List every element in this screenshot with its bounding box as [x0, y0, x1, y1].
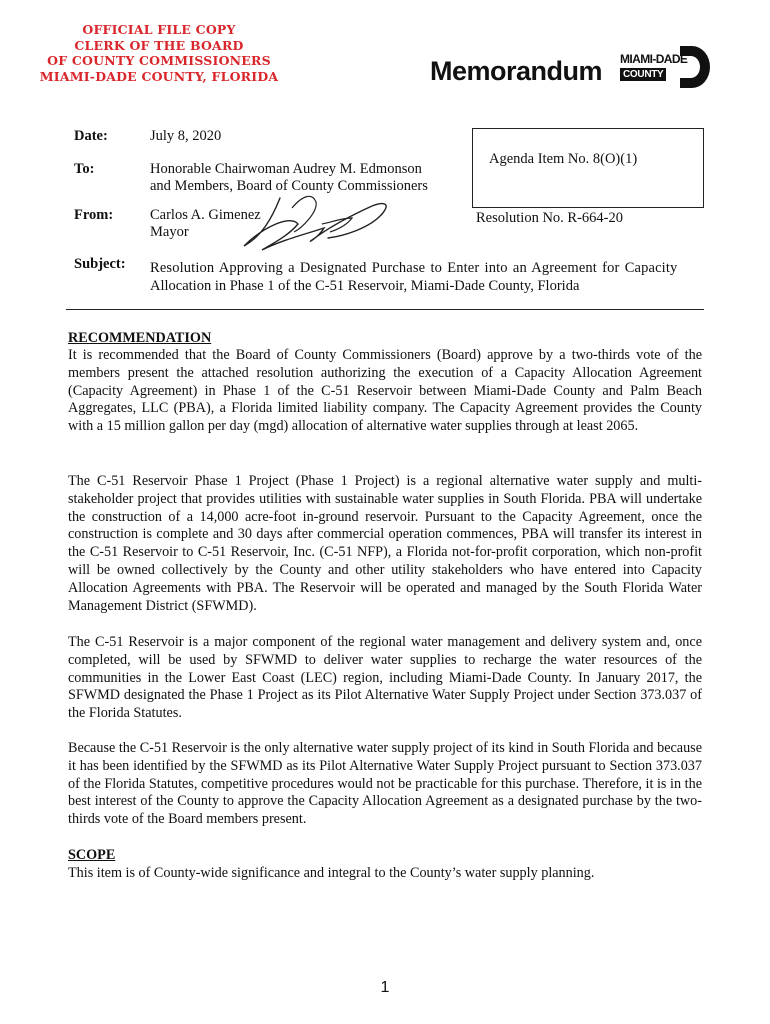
scope-heading [68, 847, 702, 865]
to-line-2: and Members, Board of County Commissioners [150, 178, 428, 194]
stamp-line: OF COUNTY COMMISSIONERS [47, 53, 271, 68]
page-number: 1 [380, 979, 390, 996]
recommendation-paragraph-3: The C-51 Reservoir is a major component of the regional water management and delivery system and, once completed, will be used by SFWMD to deliver water supplies to recharge the water resources of the communities in the Lower East Coast (LEC) region, including Miami-Dade County. In January 2017, the SFWMD designated the Phase 1 Project as its Pilot Alternative Water Supply Project under Section 373.037 of the Florida Statutes. [68, 634, 702, 722]
stamp-line: MIAMI-DADE COUNTY, FLORIDA [39, 68, 279, 84]
recommendation-heading-text: RECOMMENDATION [68, 330, 212, 346]
resolution-number: Resolution No. R-664-20 [476, 210, 624, 226]
official-file-copy-stamp [34, 22, 284, 84]
to-label: To: [74, 161, 95, 177]
date-label: Date: [74, 128, 108, 144]
from-line-2: Mayor [150, 224, 189, 240]
agenda-item-box [472, 128, 704, 208]
subject-line-1: Resolution Approving a Designated Purchase to Enter into an Agreement for Capacity [150, 260, 678, 276]
miami-dade-county-logo [620, 44, 712, 90]
subject-line-2: Allocation in Phase 1 of the C-51 Reservoir, Miami-Dade County, Florida [150, 278, 580, 294]
mayor-signature [232, 188, 402, 268]
header-divider [66, 309, 704, 310]
from-line-1: Carlos A. Gimenez [150, 207, 261, 223]
stamp-line: OFFICIAL FILE COPY [82, 22, 236, 37]
recommendation-heading [68, 330, 702, 348]
scope-paragraph: This item is of County-wide significance and integral to the County’s water supply planning. [68, 865, 595, 881]
from-label: From: [74, 207, 114, 223]
subject-label: Subject: [74, 256, 126, 272]
stamp-line: CLERK OF THE BOARD [74, 37, 244, 53]
memorandum-title: Memorandum [430, 56, 603, 86]
logo-text: MIAMI-DADE [620, 52, 688, 66]
scope-heading-text: SCOPE [68, 847, 116, 863]
recommendation-paragraph-1: It is recommended that the Board of County Commissioners (Board) approve by a two-thirds vote of the members present the attached resolution authorizing the execution of a Capacity Allocation Agreement (Capacity Agreement) in Phase 1 of the C-51 Reservoir between Miami-Dade County and Palm Beach Aggregates, LLC (PBA), a Florida limited liability company. The Capacity Agreement provides the County with a 15 million gallon per day (mgd) allocation of alternative water supplies through at least 2065. [68, 347, 702, 435]
recommendation-paragraph-2: The C-51 Reservoir Phase 1 Project (Phase 1 Project) is a regional alternative water supply and multi-stakeholder project that provides utilities with sustainable water supplies in South Florida. PBA will undertake the construction of a 14,000 acre-foot in-ground reservoir. Pursuant to the Capacity Agreement, once the construction is complete and 30 days after commercial operation commences, PBA will transfer its interest in the C-51 Reservoir to C-51 Reservoir, Inc. (C-51 NFP), a Florida not-for-profit corporation, which non-profit will be owned collectively by the County and other utility stakeholders who have entered into Capacity Allocation Agreements with PBA. The Reservoir will be operated and managed by the South Florida Water Management District (SFWMD). [68, 473, 702, 614]
logo-d-shape-icon [678, 44, 712, 90]
agenda-item-number: Agenda Item No. 8(O)(1) [489, 151, 638, 167]
logo-county-text: COUNTY [620, 68, 666, 81]
to-line-1: Honorable Chairwoman Audrey M. Edmonson [150, 161, 422, 177]
date-value: July 8, 2020 [150, 128, 222, 144]
recommendation-paragraph-4: Because the C-51 Reservoir is the only alternative water supply project of its kind in South Florida and because it has been identified by the SFWMD as its Pilot Alternative Water Supply Project pursuant to Section 373.037 of the Florida Statutes, competitive procedures would not be practicable for this purchase. Therefore, it is in the best interest of the County to approve the Capacity Allocation Agreement as a designated purchase by the two-thirds vote of the Board members present. [68, 740, 702, 828]
